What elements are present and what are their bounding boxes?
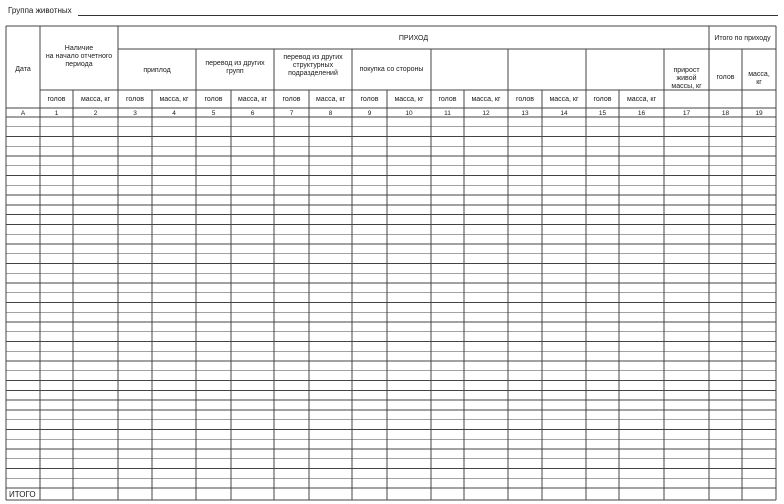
itogo-label: ИТОГО	[9, 490, 36, 499]
column-number: 16	[637, 110, 646, 117]
total-mass-header: масса,	[748, 71, 770, 78]
column-number: 6	[250, 110, 255, 117]
head-count-subheader: голов	[282, 96, 301, 103]
mass-subheader: масса, кг	[80, 96, 111, 103]
head-count-subheader: голов	[47, 96, 66, 103]
total-mass-header: кг	[756, 79, 762, 86]
transfer-divisions-header: перевод из других	[283, 54, 343, 61]
mass-subheader: масса, кг	[549, 96, 579, 103]
mass-subheader: масса, кг	[626, 96, 657, 103]
column-number: 8	[328, 110, 333, 117]
purchase-header: покупка со стороны	[359, 66, 424, 73]
column-number: 12	[482, 110, 490, 117]
head-count-subheader: голов	[593, 96, 612, 103]
column-number: 3	[133, 110, 137, 117]
head-count-subheader: голов	[204, 96, 223, 103]
column-number: 4	[172, 110, 176, 117]
column-number: 9	[367, 110, 372, 117]
column-number: 2	[93, 110, 98, 117]
mass-subheader: масса, кг	[159, 96, 189, 103]
head-count-subheader: голов	[438, 96, 457, 103]
column-number: 17	[682, 110, 691, 117]
transfer-divisions-header: подразделений	[288, 70, 338, 77]
income-header: ПРИХОД	[398, 35, 429, 42]
column-number: 19	[755, 110, 763, 117]
column-number: 14	[560, 110, 568, 117]
mass-subheader: масса, кг	[394, 96, 424, 103]
transfer-groups-header: перевод из других	[205, 60, 265, 67]
mass-subheader: масса, кг	[471, 96, 501, 103]
total-head-header: голов	[716, 74, 735, 81]
column-number: 18	[721, 110, 730, 117]
column-number: 5	[211, 110, 216, 117]
column-number: 10	[405, 110, 413, 117]
weight-gain-header: массы, кг	[671, 83, 702, 90]
date-header: Дата	[15, 66, 31, 73]
head-count-subheader: голов	[516, 96, 534, 103]
column-number: А	[20, 110, 26, 117]
offspring-header: приплод	[143, 67, 171, 74]
animal-group-label: Группа животных	[8, 6, 72, 15]
transfer-groups-header: групп	[226, 68, 244, 75]
column-number: 15	[598, 110, 607, 117]
column-number: 13	[521, 110, 529, 117]
mass-subheader: масса, кг	[237, 96, 268, 103]
column-number: 1	[54, 110, 59, 117]
column-number: 7	[289, 110, 294, 117]
transfer-divisions-header: структурных	[292, 62, 334, 69]
column-number: 11	[444, 110, 451, 117]
weight-gain-header: прирост	[673, 67, 700, 74]
head-count-subheader: голов	[360, 96, 379, 103]
mass-subheader: масса, кг	[315, 96, 346, 103]
head-count-subheader: голов	[126, 96, 144, 103]
total-income-header: Итого по приходу	[714, 35, 771, 42]
opening-balance-header: периода	[65, 61, 93, 68]
opening-balance-header: на начало отчетного	[45, 53, 113, 60]
weight-gain-header: живой	[676, 75, 697, 82]
opening-balance-header: Наличие	[64, 45, 94, 52]
